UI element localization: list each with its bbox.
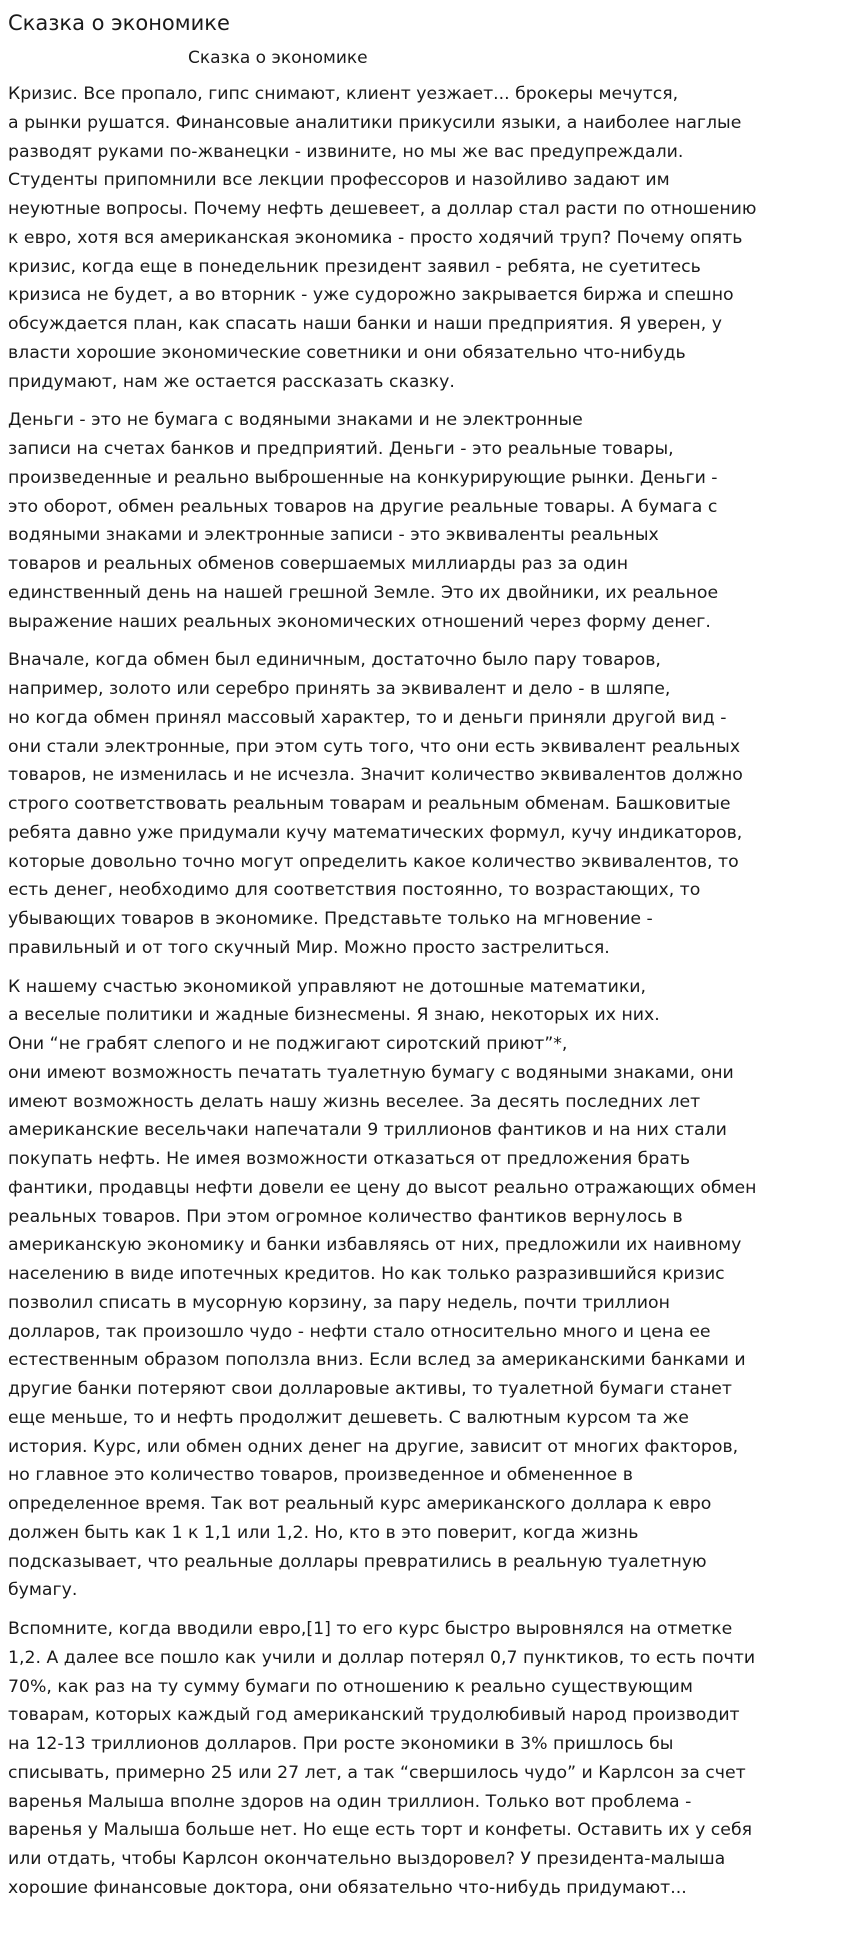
paragraph-1: Кризис. Все пропало, гипс снимают, клиент уезжает... брокеры мечутся, а рынки рушатся. Финансовые аналитики прикусили языки, а наиболее наглые разводят руками по-жванецки - извините, но мы же вас предупреждали. Студенты припомнили все лекции профессоров и назойливо задают им неуютные вопросы. Почему нефть дешевеет, а доллар стал расти по отношению к евро, хотя вся американская экономика - просто ходячий труп? Почему опять кризис, когда еще в понедельник президент заявил - ребята, не суетитесь кризиса не будет, а во вторник - уже судорожно закрывается биржа и спешно обсуждается план, как спасать наши банки и наши предприятия. Я уверен, у власти хорошие экономические советники и они обязательно что-нибудь придумают, нам же остается рассказать сказку. (8, 84, 757, 392)
paragraph-5: Вспомните, когда вводили евро,[1] то его курс быстро выровнялся на отметке 1,2. А далее все пошло как учили и доллар потерял 0,7 пунктиков, то есть почти 70%, как раз на ту сумму бумаги по отношению к реально существующим товарам, которых каждый год американский трудолюбивый народ производит на 12-13 триллионов долларов. При росте экономики в 3% пришлось бы списывать, примерно 25 или 27 лет, а так “свершилось чудо” и Карлсон за счет варенья Малыша вполне здоров на один триллион. Только вот проблема - варенья у Малыша больше нет. Но еще есть торт и конфеты. Оставить их у себя или отдать, чтобы Карлсон окончательно выздоровел? У президента-малыша хорошие финансовые доктора, они обязательно что-нибудь придумают... (8, 1619, 756, 1898)
document-subtitle: Сказка о экономике (188, 48, 368, 68)
paragraph-4: К нашему счастью экономикой управляют не дотошные математики, а веселые политики и жадные бизнесмены. Я знаю, некоторых их них. Они “не грабят слепого и не поджигают сиротский приют”*, они имеют возможность печатать туалетную бумагу с водяными знаками, они имеют возможность делать нашу жизнь веселее. За десять последних лет американские весельчаки напечатали 9 триллионов фантиков и на них стали покупать нефть. Не имея возможности отказаться от предложения брать фантики, продавцы нефти довели ее цену до высот реально отражающих обмен реальных товаров. При этом огромное количество фантиков вернулось в американскую экономику и банки избавляясь от них, предложили их наивному населению в виде ипотечных кредитов. Но как только разразившийся кризис позволил списать в мусорную корзину, за пару недель, почти триллион долларов, так произошло чудо - нефти стало относительно много и цена ее естественным образом поползла вниз. Если вслед за американскими банками и другие банки потеряют свои долларовые активы, то туалетной бумаги станет еще меньше, то и нефть продолжит дешеветь. С валютным курсом та же история. Курс, или обмен одних денег на другие, зависит от многих факторов, но главное это количество товаров, произведенное и обмененное в определенное время. Так вот реальный курс американского доллара к евро должен быть как 1 к 1,1 или 1,2. Но, кто в это поверит, когда жизнь подсказывает, что реальные доллары превратились в реальную туалетную бумагу. (8, 976, 757, 1601)
paragraph-2: Деньги - это не бумага с водяными знаками и не электронные записи на счетах банков и предприятий. Деньги - это реальные товары, произведенные и реально выброшенные на конкурирующие рынки. Деньги - это оборот, обмен реальных товаров на другие реальные товары. А бумага с водяными знаками и электронные записи - это эквиваленты реальных товаров и реальных обменов совершаемых миллиарды раз за один единственный день на нашей грешной Земле. Это их двойники, их реальное выражение наших реальных экономических отношений через форму денег. (8, 410, 719, 632)
paragraph-3: Вначале, когда обмен был единичным, достаточно было пару товаров, например, золото или серебро принять за эквивалент и дело - в шляпе, но когда обмен принял массовый характер, то и деньги приняли другой вид - они стали электронные, при этом суть того, что они есть эквивалент реальных товаров, не изменилась и не исчезла. Значит количество эквивалентов должно строго соответствовать реальным товарам и реальным обменам. Башковитые ребята давно уже придумали кучу математических формул, кучу индикаторов, которые довольно точно могут определить какое количество эквивалентов, то есть денег, необходимо для соответствия постоянно, то возрастающих, то убывающих товаров в экономике. Представьте только на мгновение - правильный и от того скучный Мир. Можно просто застрелиться. (8, 650, 743, 958)
page-title: Сказка о экономике (8, 11, 230, 35)
